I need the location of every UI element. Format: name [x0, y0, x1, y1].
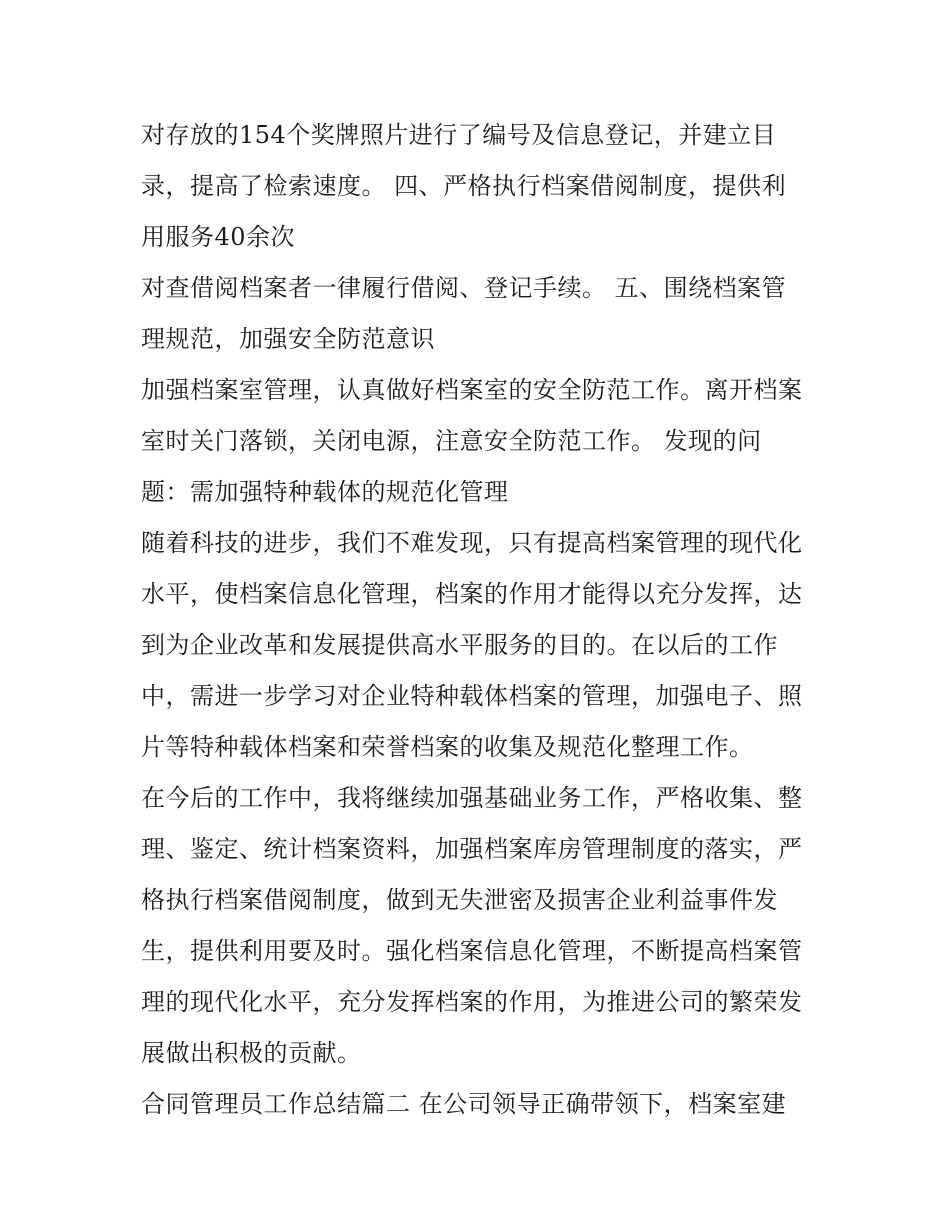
text-line: 录，提高了检索速度。 四、严格执行档案借阅制度，提供利: [141, 172, 787, 200]
text-line: 随着科技的进步，我们不难发现，只有提高档案管理的现代化: [141, 529, 803, 557]
text-line: 展做出积极的贡献。: [141, 1039, 362, 1067]
document-body: [141, 110, 821, 1130]
text-line: 合同管理员工作总结篇二 在公司领导正确带领下，档案室建: [141, 1090, 787, 1118]
text-line: 理、鉴定、统计档案资料，加强档案库房管理制度的落实，严: [141, 835, 803, 863]
text-line: 到为企业改革和发展提供高水平服务的目的。在以后的工作: [141, 631, 778, 659]
text-line: 在今后的工作中，我将继续加强基础业务工作，严格收集、整: [141, 784, 803, 812]
text-line: 理的现代化水平，充分发挥档案的作用，为推进公司的繁荣发: [141, 988, 803, 1016]
text-line: 用服务40余次: [141, 223, 296, 251]
text-line: 题：需加强特种载体的规范化管理: [141, 478, 509, 506]
text-line: 加强档案室管理，认真做好档案室的安全防范工作。离开档案: [141, 376, 803, 404]
text-line: 理规范，加强安全防范意识: [141, 325, 435, 353]
text-line: 对存放的154个奖牌照片进行了编号及信息登记，并建立目: [141, 121, 777, 149]
text-line: 格执行档案借阅制度，做到无失泄密及损害企业利益事件发: [141, 886, 778, 914]
text-line: 水平，使档案信息化管理，档案的作用才能得以充分发挥，达: [141, 580, 803, 608]
text-line: 室时关门落锁，关闭电源，注意安全防范工作。 发现的问: [141, 427, 762, 455]
text-line: 生，提供利用要及时。强化档案信息化管理，不断提高档案管: [141, 937, 803, 965]
text-line: 对查借阅档案者一律履行借阅、登记手续。 五、围绕档案管: [141, 274, 787, 302]
text-line: 中，需进一步学习对企业特种载体档案的管理，加强电子、照: [141, 682, 803, 710]
text-line: 片等特种载体档案和荣誉档案的收集及规范化整理工作。: [141, 733, 754, 761]
